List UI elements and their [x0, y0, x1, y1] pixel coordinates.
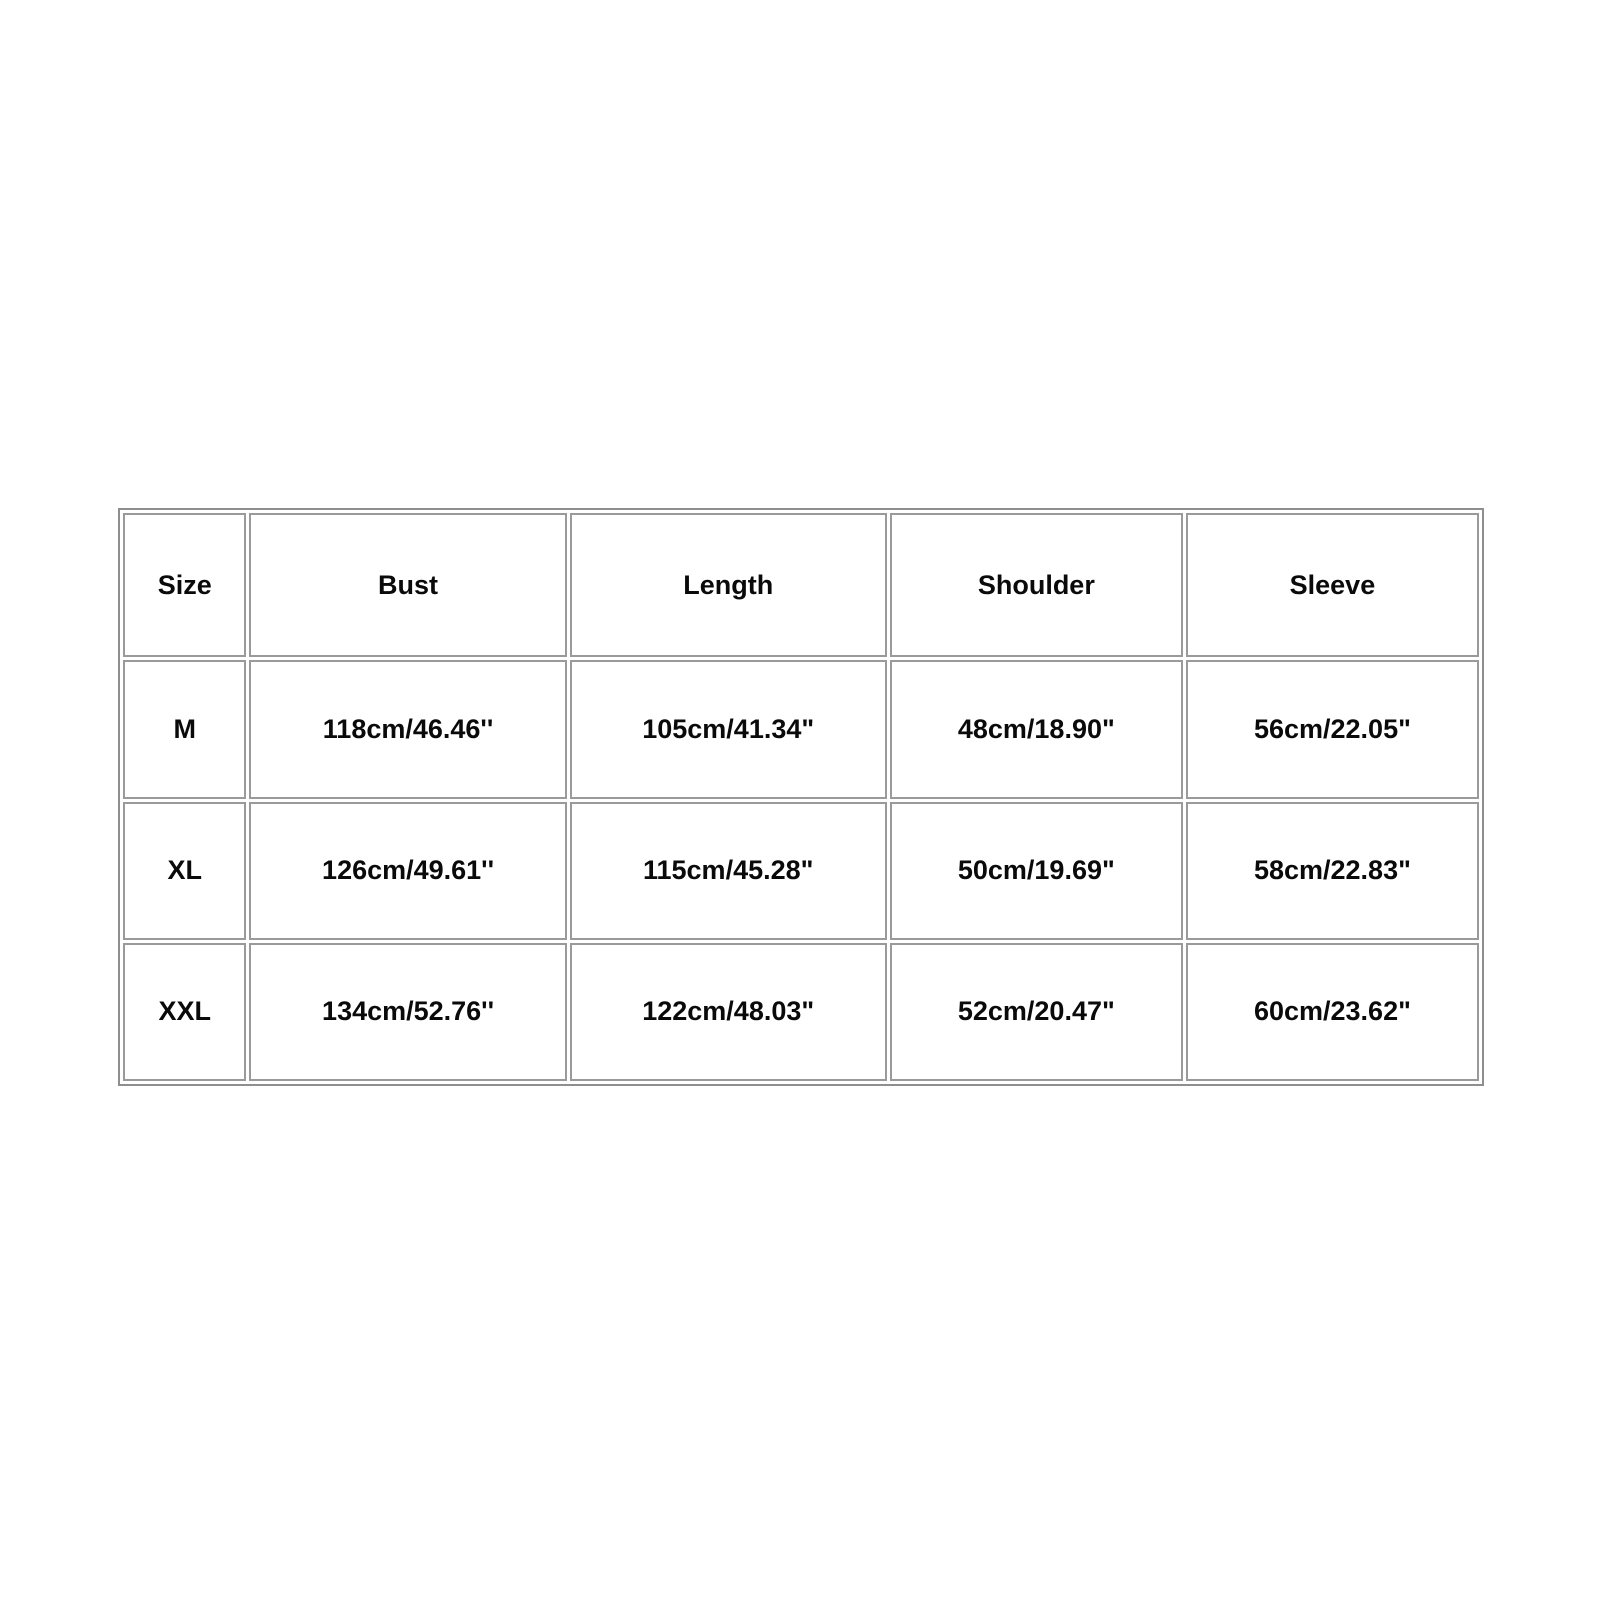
- cell-length: 105cm/41.34": [570, 660, 887, 798]
- table-row: [123, 943, 1479, 1081]
- cell-shoulder: 50cm/19.69": [890, 802, 1183, 940]
- table-row: [123, 802, 1479, 940]
- header-length: Length: [570, 513, 887, 657]
- cell-size: XL: [123, 802, 246, 940]
- cell-bust: 126cm/49.61'': [249, 802, 566, 940]
- table-header-row: [123, 513, 1479, 657]
- header-shoulder: Shoulder: [890, 513, 1183, 657]
- cell-size: XXL: [123, 943, 246, 1081]
- size-chart-table: [118, 508, 1484, 1086]
- cell-bust: 134cm/52.76'': [249, 943, 566, 1081]
- header-bust: Bust: [249, 513, 566, 657]
- cell-length: 122cm/48.03": [570, 943, 887, 1081]
- cell-shoulder: 48cm/18.90": [890, 660, 1183, 798]
- header-size: Size: [123, 513, 246, 657]
- cell-bust: 118cm/46.46'': [249, 660, 566, 798]
- table-row: [123, 660, 1479, 798]
- cell-sleeve: 60cm/23.62": [1186, 943, 1479, 1081]
- cell-size: M: [123, 660, 246, 798]
- cell-shoulder: 52cm/20.47": [890, 943, 1183, 1081]
- cell-length: 115cm/45.28": [570, 802, 887, 940]
- header-sleeve: Sleeve: [1186, 513, 1479, 657]
- cell-sleeve: 58cm/22.83": [1186, 802, 1479, 940]
- cell-sleeve: 56cm/22.05": [1186, 660, 1479, 798]
